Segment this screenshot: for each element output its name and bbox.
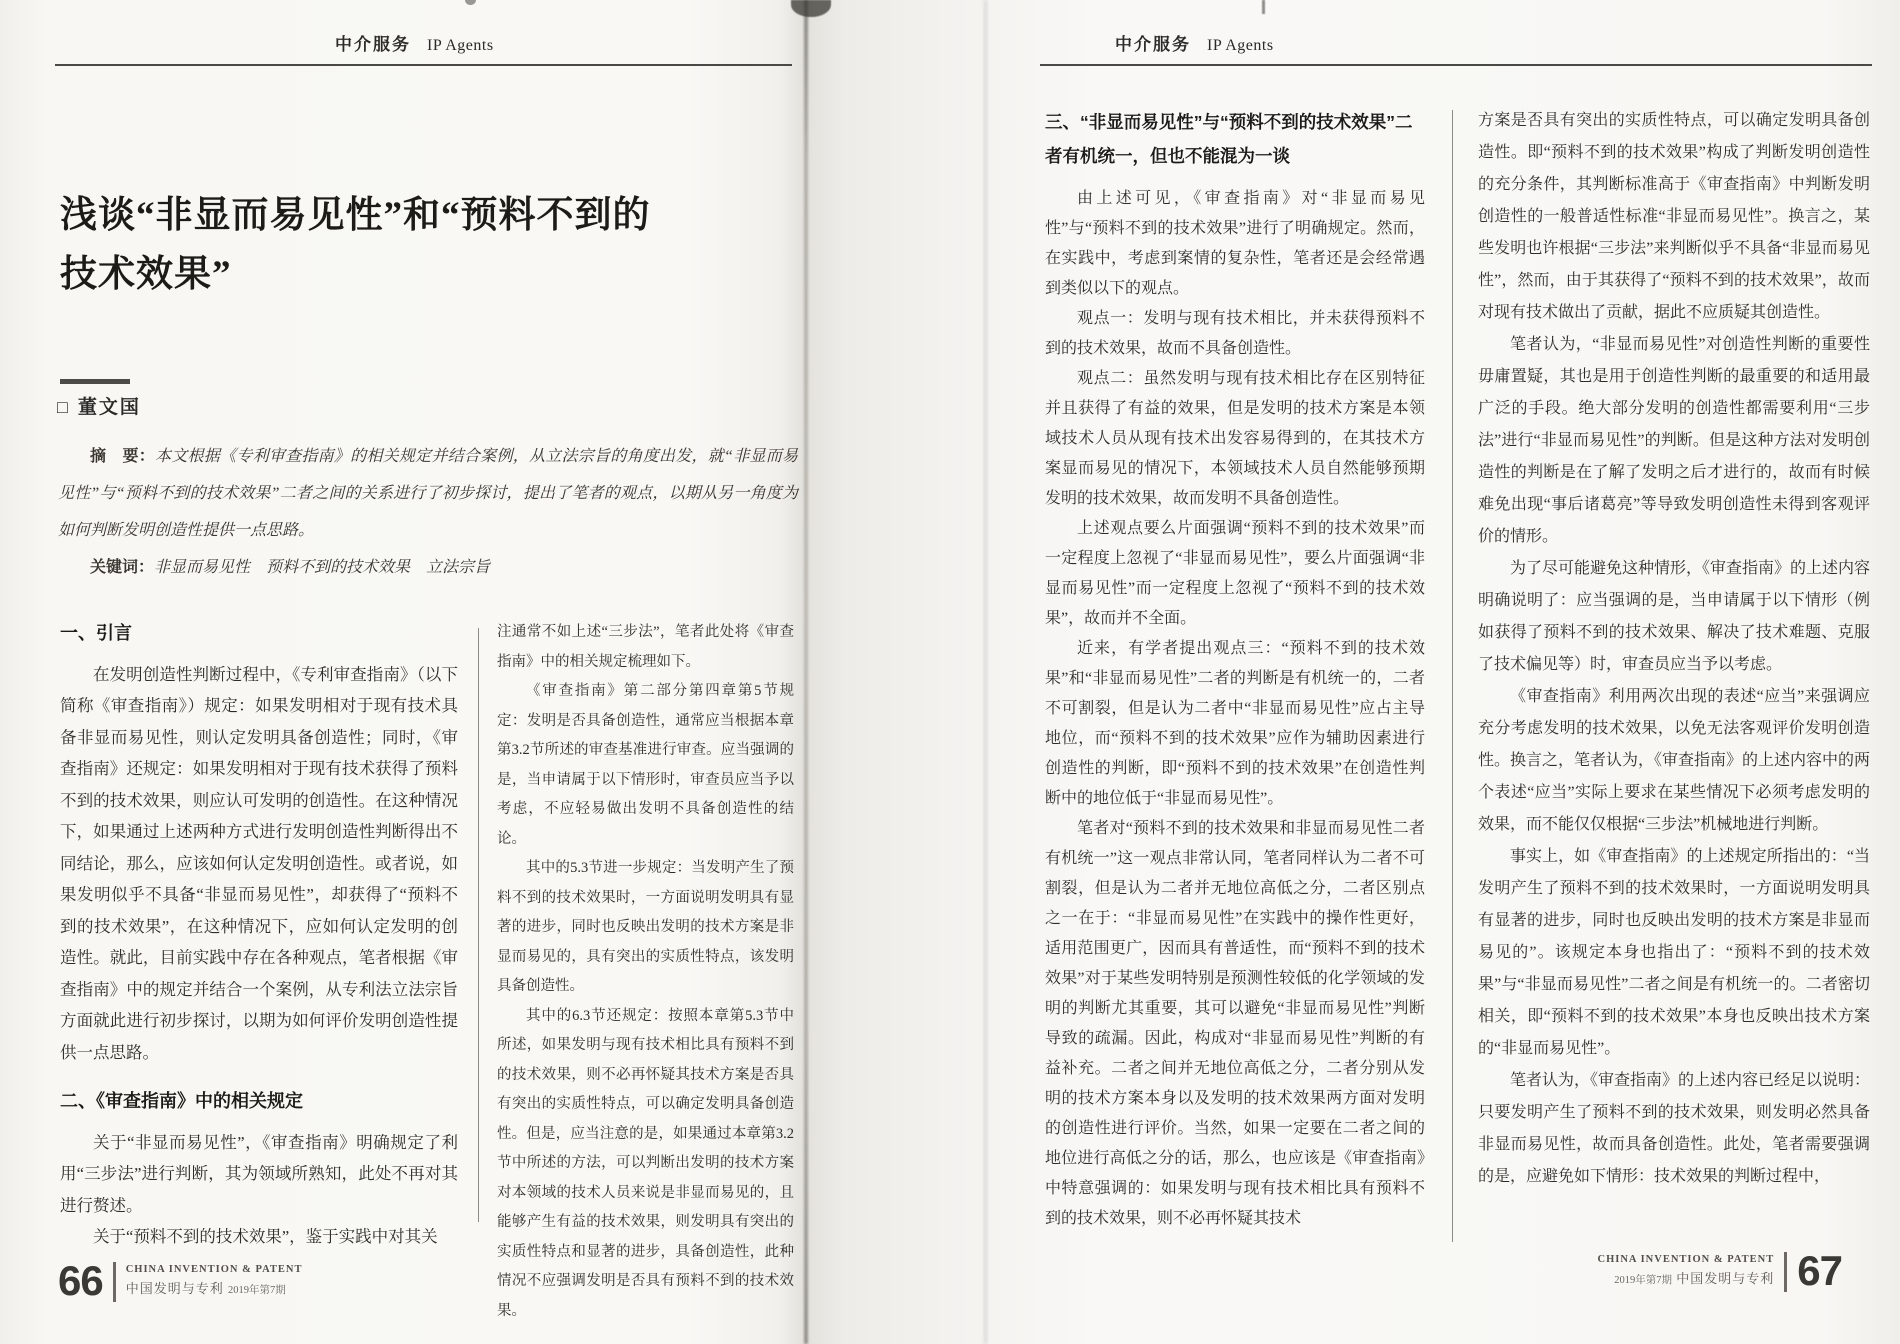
body-paragraph: 笔者认为，《审查指南》的上述内容已经足以说明：只要发明产生了预料不到的技术效果，则发明必然具备非显而易见性，故而具备创造性。此处，笔者需要强调的是，应避免如下情形：技术效果的判断过程中， [1478, 1072, 1871, 1185]
body-paragraph: 事实上，如《审查指南》的上述规定所指出的：“当发明产生了预料不到的技术效果时，一方面说明发明具有显著的进步，同时也反映出发明的技术方案是非显而易见的”。该规定本身也指出了：“预料不到的技术效果”与“非显而易见性”二者之间是有机统一的。二者密切相关，即“预料不到的技术效果”本身也反映出技术方案的“非显而易见性”。 [1478, 848, 1870, 1057]
journal-info [1598, 1250, 1775, 1287]
page-fold-shadow [804, 0, 808, 1344]
footer-divider-bar [1784, 1252, 1787, 1292]
body-paragraph: 《审查指南》利用两次出现的表述“应当”来强调应充分考虑发明的技术效果，以免无法客观评价发明创造性。换言之，笔者认为，《审查指南》的上述内容中的两个表述“应当”实际上要求在某些情况下必须考虑发明的效果，而不能仅仅根据“三步法”机械地进行判断。 [1478, 688, 1871, 833]
section-label-cn: 中介服务 [335, 35, 411, 54]
section-label-en: IP Agents [427, 37, 494, 54]
right-page-footer [1597, 1247, 1842, 1294]
journal-name-en: CHINA INVENTION & PATENT [1597, 1254, 1775, 1265]
journal-cn-text: 中国发明与专利 [1676, 1271, 1775, 1286]
header-rule [55, 64, 792, 66]
abstract-label: 摘 要： [90, 448, 156, 465]
abstract-text: 本文根据《专利审查指南》的相关规定并结合案例，从立法宗旨的角度出发，就“非显而易见性”与“预料不到的技术效果”二者之间的关系进行了初步探讨，提出了笔者的观点，以期从另一角度为如何判断发明创造性提供一点思路。 [58, 448, 798, 539]
section-heading: 三、“非显而易见性”与“预料不到的技术效果”二者有机统一，但也不能混为一谈 [1045, 112, 1413, 166]
footer-divider-bar [113, 1262, 116, 1302]
journal-name-cn [126, 1278, 303, 1297]
right-page-header [1115, 30, 1274, 55]
scan-artifact [791, 0, 831, 17]
journal-info [126, 1260, 303, 1297]
page-curve-shadow [984, 0, 987, 1344]
body-paragraph: 注通常不如上述“三步法”，笔者此处将《审查指南》中的相关规定梳理如下。 [497, 624, 794, 670]
body-paragraph: 观点一：发明与现有技术相比，并未获得预料不到的技术效果，故而不具备创造性。 [1045, 310, 1425, 357]
body-paragraph: 在发明创造性判断过程中，《专利审查指南》（以下简称《审查指南》）规定：如果发明相对于现有技术具备非显而易见性，则认定发明具备创造性；同时，《审查指南》还规定：如果发明相对于现有技术获得了预料不到的技术效果，则应认可发明的创造性。在这种情况下，如果通过上述两种方式进行发明创造性判断得出不同结论，那么，应该如何认定发明创造性。或者说，如果发明似乎不具备“非显而易见性”，却获得了“预料不到的技术效果”，在这种情况下，应如何认定发明的创造性。就此，目前实践中存在各种观点，笔者根据《审查指南》中的规定并结合一个案例，从专利法立法宗旨方面就此进行初步探讨，以期为如何评价发明创造性提供一点思路。 [60, 664, 458, 1062]
body-paragraph: 近来，有学者提出观点三：“预料不到的技术效果”和“非显而易见性”二者的判断是有机统一的，二者不可割裂，但是认为二者中“非显而易见性”应占主导地位，而“预料不到的技术效果”应作为辅助因素进行创造性的判断，即“预料不到的技术效果”在创造性判断中的地位低于“非显而易见性”。 [1045, 640, 1425, 807]
article-title-line1: 浅谈“非显而易见性”和“预料不到的 [60, 195, 651, 236]
left-page-footer [58, 1257, 303, 1304]
author-rule [60, 379, 130, 384]
author-name: 董文国 [77, 397, 141, 418]
page-number: 67 [1797, 1247, 1842, 1294]
article-title-line2: 技术效果” [60, 254, 232, 295]
journal-issue: 2019年第7期 [227, 1285, 286, 1296]
column-divider [478, 628, 479, 1222]
body-paragraph: 由上述可见，《审查指南》对“非显而易见性”与“预料不到的技术效果”进行了明确规定。然而，在实践中，考虑到案情的复杂性，笔者还是会经常遇到类似以下的观点。 [1045, 190, 1425, 297]
journal-name-en: CHINA INVENTION & PATENT [125, 1264, 303, 1275]
body-paragraph: 笔者对“预料不到的技术效果和非显而易见性二者有机统一”这一观点非常认同，笔者同样认为二者不可割裂，但是认为二者并无地位高低之分，二者区别点之一在于：“非显而易见性”在实践中的操作性更好，适用范围更广，因而具有普适性，而“预料不到的技术效果”对于某些发明特别是预测性较低的化学领域的发明的判断尤其重要，其可以避免“非显而易见性”判断导致的疏漏。因此，构成对“非显而易见性”判断的有益补充。二者之间并无地位高低之分，二者分别从发明的技术方案本身以及发明的技术效果两方面对发明的创造性进行评价。当然，如果一定要在二者之间的地位进行高低之分的话，那么，也应该是《审查指南》中特意强调的：如果发明与现有技术相比具有预料不到的技术效果，则不必再怀疑其技术 [1045, 820, 1425, 1227]
body-paragraph: 《审查指南》第二部分第四章第5节规定：发明是否具备创造性，通常应当根据本章第3.2节所述的审查基准进行审查。应当强调的是，当申请属于以下情形时，审查员应当予以考虑，不应轻易做出发明不具备创造性的结论。 [497, 683, 794, 847]
abstract-block [58, 438, 798, 586]
keywords-label: 关键词： [90, 559, 155, 576]
body-paragraph: 为了尽可能避免这种情形，《审查指南》的上述内容明确说明了：应当强调的是，当申请属于以下情形（例如获得了预料不到的技术效果、解决了技术难题、克服了技术偏见等）时，审查员应当予以考虑。 [1478, 560, 1871, 673]
section-label-cn: 中介服务 [1115, 35, 1191, 54]
left-page-column-2 [497, 618, 794, 1326]
keywords-text: 非显而易见性 预料不到的技术效果 立法宗旨 [154, 559, 491, 576]
header-rule [1040, 64, 1872, 66]
body-paragraph: 其中的6.3节还规定：按照本章第5.3节中所述，如果发明与现有技术相比具有预料不到的技术效果，则不必再怀疑其技术方案是否具有突出的实质性特点，可以确定发明具备创造性。但是，应当注意的是，如果通过本章第3.2节中所述的方法，可以判断出发明的技术方案对本领域的技术人员来说是非显而易见的，且能够产生有益的技术效果，则发明具有突出的实质性特点和显著的进步，具备创造性，此种情况不应强调发明是否具有预料不到的技术效果。 [497, 1007, 794, 1319]
section-label-en: IP Agents [1207, 37, 1274, 54]
right-page-column-1 [1045, 105, 1425, 1234]
page-number: 66 [58, 1257, 103, 1304]
scan-artifact [465, 0, 476, 5]
author-byline [57, 392, 141, 419]
column-divider [1452, 110, 1453, 1242]
right-page-column-2 [1478, 105, 1870, 1193]
body-paragraph: 观点二：虽然发明与现有技术相比存在区别特征并且获得了有益的效果，但是发明的技术方案是本领域技术人员从现有技术出发容易得到的，在其技术方案显而易见的情况下，本领域技术人员自然能够预期发明的技术效果，故而发明不具备创造性。 [1045, 370, 1425, 507]
body-paragraph: 关于“预料不到的技术效果”，鉴于实践中对其关 [93, 1227, 438, 1246]
left-page-column-1 [60, 618, 458, 1253]
body-paragraph: 笔者认为，“非显而易见性”对创造性判断的重要性毋庸置疑，其也是用于创造性判断的最重要的和适用最广泛的手段。绝大部分发明的创造性都需要利用“三步法”进行“非显而易见性”的判断。但是这种方法对发明创造性的判断是在了解了发明之后才进行的，故而有时候难免出现“事后诸葛亮”等导致发明创造性未得到客观评价的情形。 [1478, 336, 1870, 545]
article-title [60, 186, 780, 304]
author-bullet-icon: □ [57, 397, 70, 417]
scan-artifact [1262, 0, 1265, 14]
keywords-line [58, 549, 798, 586]
section-heading: 一、引言 [60, 623, 132, 643]
journal-name-cn [1598, 1268, 1775, 1287]
body-paragraph: 其中的5.3节进一步规定：当发明产生了预料不到的技术效果时，一方面说明发明具有显著的进步，同时也反映出发明的技术方案是非显而易见的，具有突出的实质性特点，该发明具备创造性。 [497, 860, 794, 994]
body-paragraph: 关于“非显而易见性”，《审查指南》明确规定了利用“三步法”进行判断，其为领域所熟知，此处不再对其进行赘述。 [60, 1132, 458, 1215]
body-paragraph: 上述观点要么片面强调“预料不到的技术效果”而一定程度上忽视了“非显而易见性”，要么片面强调“非显而易见性”而一定程度上忽视了“预料不到的技术效果”，故而并不全面。 [1045, 520, 1425, 627]
journal-cn-text: 中国发明与专利 [125, 1281, 224, 1296]
journal-issue: 2019年第7期 [1614, 1275, 1673, 1286]
abstract-paragraph [58, 438, 798, 549]
section-heading: 二、《审查指南》中的相关规定 [60, 1091, 303, 1111]
body-paragraph: 方案是否具有突出的实质性特点，可以确定发明具备创造性。即“预料不到的技术效果”构成了判断发明创造性的充分条件，其判断标准高于《审查指南》中判断发明创造性的一般普适性标准“非显而易见性”。换言之，某些发明也许根据“三步法”来判断似乎不具备“非显而易见性”，然而，由于其获得了“预料不到的技术效果”，故而对现有技术做出了贡献，据此不应质疑其创造性。 [1478, 112, 1870, 321]
left-page-header [335, 30, 494, 55]
